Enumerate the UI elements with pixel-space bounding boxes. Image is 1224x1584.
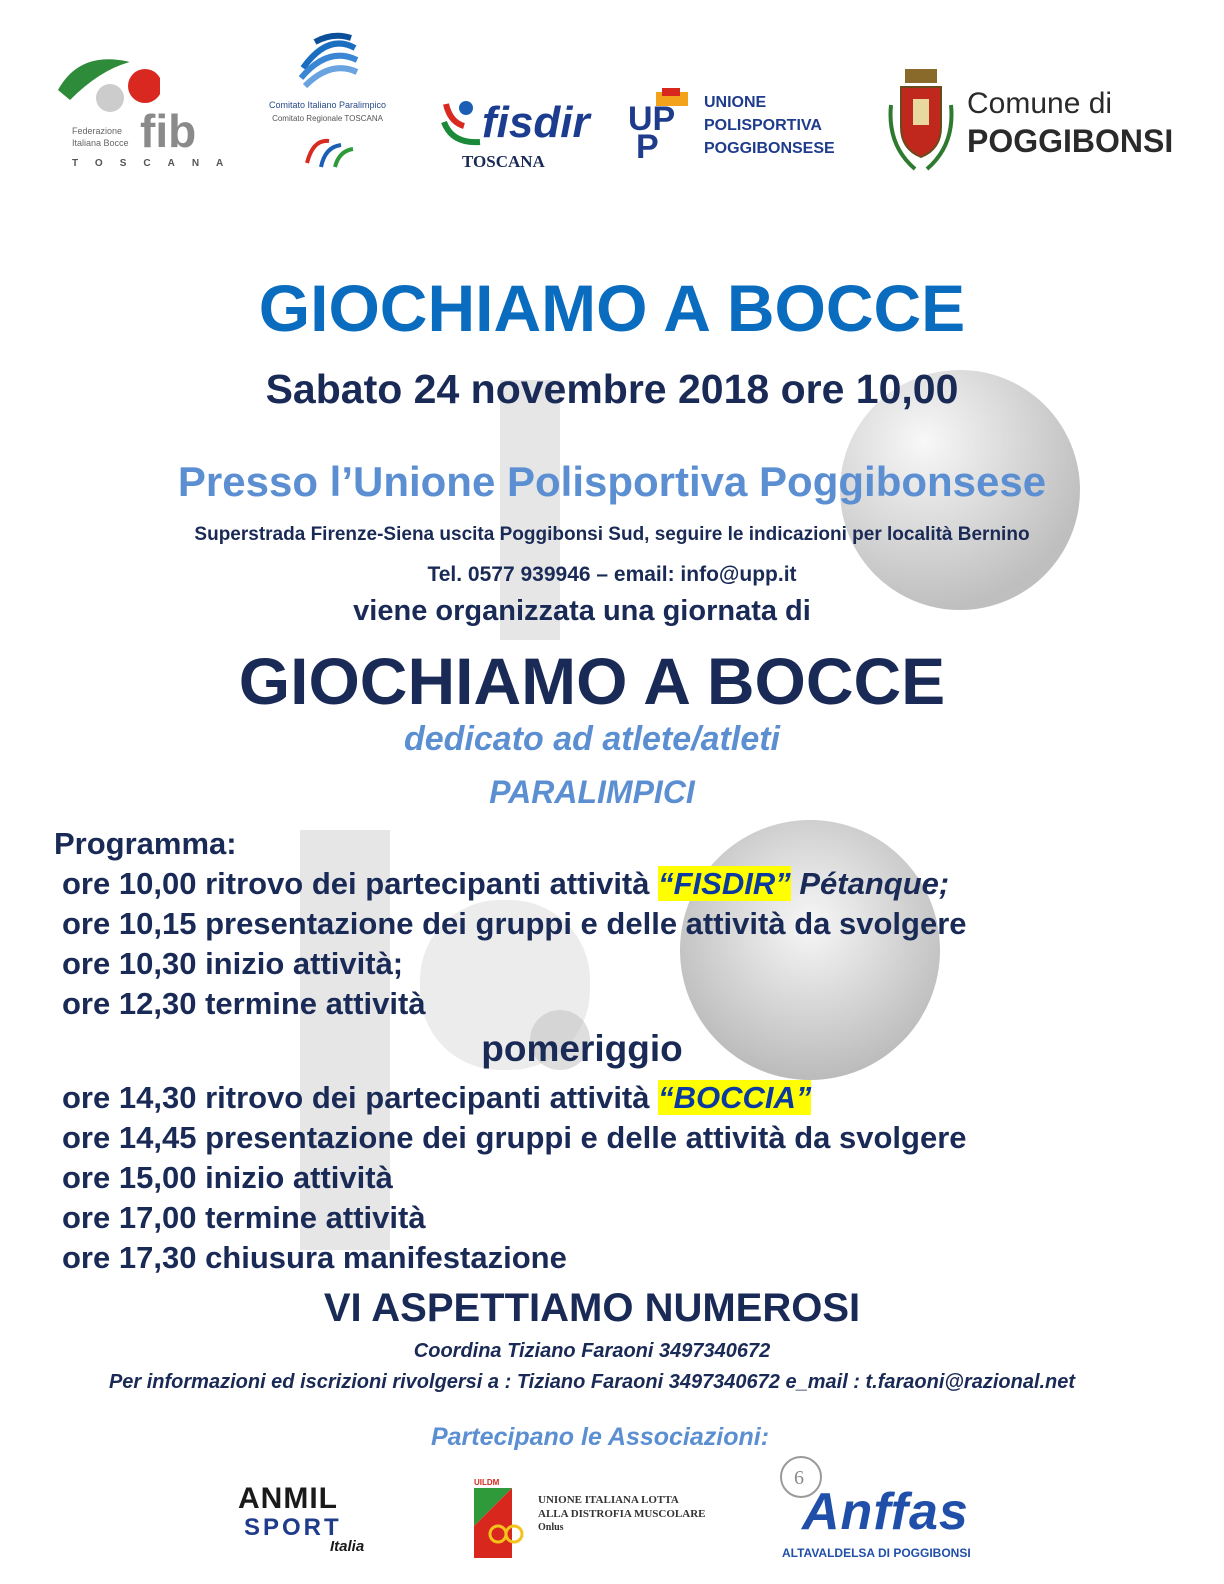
date-line: Sabato 24 novembre 2018 ore 10,00 <box>265 366 959 412</box>
schedule-time: ore 14,30 <box>62 1080 197 1115</box>
logo-anmil-sport <box>238 1478 388 1560</box>
schedule-text: inizio attività; <box>205 946 404 981</box>
schedule-text: presentazione dei gruppi e delle attività da svolgere <box>205 906 967 941</box>
anmil-name: ANMIL <box>238 1482 338 1515</box>
dedicated-line: dedicato ad atlete/atleti <box>404 720 780 758</box>
cip-line2: Comitato Regionale TOSCANA <box>272 114 383 123</box>
paralympic-agitos-icon <box>299 133 359 173</box>
svg-text:P: P <box>636 128 659 160</box>
schedule-text: chiusura manifestazione <box>205 1240 567 1275</box>
anmil-sport: SPORT <box>244 1514 342 1541</box>
anffas-name: Anffas <box>802 1483 969 1541</box>
schedule-time: ore 14,45 <box>62 1120 197 1155</box>
schedule-row <box>62 1120 967 1156</box>
upp-monogram-icon <box>628 88 694 160</box>
uildm-mark-icon <box>472 1482 534 1560</box>
fib-name: fib <box>140 105 197 157</box>
schedule-time: ore 17,00 <box>62 1200 197 1235</box>
logo-upp <box>628 88 843 163</box>
info-line: Per informazioni ed iscrizioni rivolgersi a : Tiziano Faraoni 3497340672 e_mail : t.faraoni@razional.net <box>108 1371 1076 1393</box>
logo-fib <box>50 50 241 175</box>
title-top: GIOCHIAMO A BOCCE <box>258 271 966 345</box>
comune-line1: Comune di <box>967 87 1113 120</box>
svg-text:6: 6 <box>794 1467 804 1489</box>
fisdir-name: fisdir <box>482 98 590 147</box>
schedule-row <box>62 1080 811 1116</box>
schedule-text: termine attività <box>205 1200 426 1235</box>
activity-highlight-fisdir: “FISDIR” <box>658 866 791 901</box>
upp-line3: POGGIBONSESE <box>704 140 835 157</box>
fib-line2: Italiana Bocce <box>72 138 129 148</box>
schedule-time: ore 17,30 <box>62 1240 197 1275</box>
directions: Superstrada Firenze-Siena uscita Poggibonsi Sud, seguire le indicazioni per località Bernino <box>194 524 1030 545</box>
schedule-time: ore 10,00 <box>62 866 197 901</box>
fisdir-mark-icon <box>440 92 488 152</box>
uildm-acronym: UILDM <box>474 1478 500 1487</box>
schedule-row <box>62 866 949 902</box>
programma-label: Programma: <box>54 826 237 861</box>
uildm-line3: Onlus <box>538 1522 564 1533</box>
schedule-suffix: Pétanque; <box>799 866 950 901</box>
schedule-row <box>62 946 403 982</box>
pomeriggio-label: pomeriggio <box>481 1028 683 1069</box>
schedule-text: ritrovo dei partecipanti attività <box>205 866 650 901</box>
contact: Tel. 0577 939946 – email: info@upp.it <box>427 563 797 586</box>
anffas-sub: ALTAVALDELSA DI POGGIBONSI <box>782 1546 971 1560</box>
closing-line: VI ASPETTIAMO NUMEROSI <box>323 1286 861 1330</box>
coordinator: Coordina Tiziano Faraoni 3497340672 <box>413 1340 771 1362</box>
comune-line2: POGGIBONSI <box>967 123 1174 159</box>
venue: Presso l’Unione Polisportiva Poggibonsese <box>177 458 1047 505</box>
schedule-row <box>62 1200 426 1236</box>
title-main: GIOCHIAMO A BOCCE <box>238 644 946 718</box>
anmil-italia: Italia <box>330 1538 365 1555</box>
coat-of-arms-icon <box>885 65 957 177</box>
schedule-row <box>62 906 967 942</box>
logo-uildm <box>472 1478 732 1562</box>
cip-line1: Comitato Italiano Paralimpico <box>268 100 387 110</box>
organized-line: viene organizzata una giornata di <box>353 595 811 627</box>
upp-line2: POLISPORTIVA <box>704 117 822 134</box>
schedule-text: inizio attività <box>205 1160 393 1195</box>
schedule-text: ritrovo dei partecipanti attività <box>205 1080 650 1115</box>
uildm-line2: ALLA DISTROFIA MUSCOLARE <box>538 1508 706 1520</box>
logo-cip <box>255 28 400 178</box>
associations-label: Partecipano le Associazioni: <box>430 1423 770 1451</box>
schedule-time: ore 10,30 <box>62 946 197 981</box>
fisdir-region: TOSCANA <box>462 152 545 171</box>
svg-text:UP: UP <box>628 100 676 138</box>
schedule-row <box>62 986 426 1022</box>
schedule-text: presentazione dei gruppi e delle attività da svolgere <box>205 1120 967 1155</box>
fib-line1: Federazione <box>72 126 123 136</box>
fib-region: TOSCANA <box>72 158 241 169</box>
logo-fisdir <box>440 90 590 175</box>
schedule-row <box>62 1160 393 1196</box>
cip-globe-icon <box>293 28 363 92</box>
logo-comune-poggibonsi <box>885 65 1185 180</box>
schedule-time: ore 10,15 <box>62 906 197 941</box>
schedule-text: termine attività <box>205 986 426 1021</box>
schedule-row <box>62 1240 567 1276</box>
paralimpici: PARALIMPICI <box>489 774 695 810</box>
schedule-time: ore 15,00 <box>62 1160 197 1195</box>
logo-anffas <box>776 1452 986 1564</box>
upp-line1: UNIONE <box>704 94 767 111</box>
schedule-time: ore 12,30 <box>62 986 197 1021</box>
uildm-line1: UNIONE ITALIANA LOTTA <box>538 1494 679 1506</box>
activity-highlight-boccia: “BOCCIA” <box>658 1080 812 1115</box>
